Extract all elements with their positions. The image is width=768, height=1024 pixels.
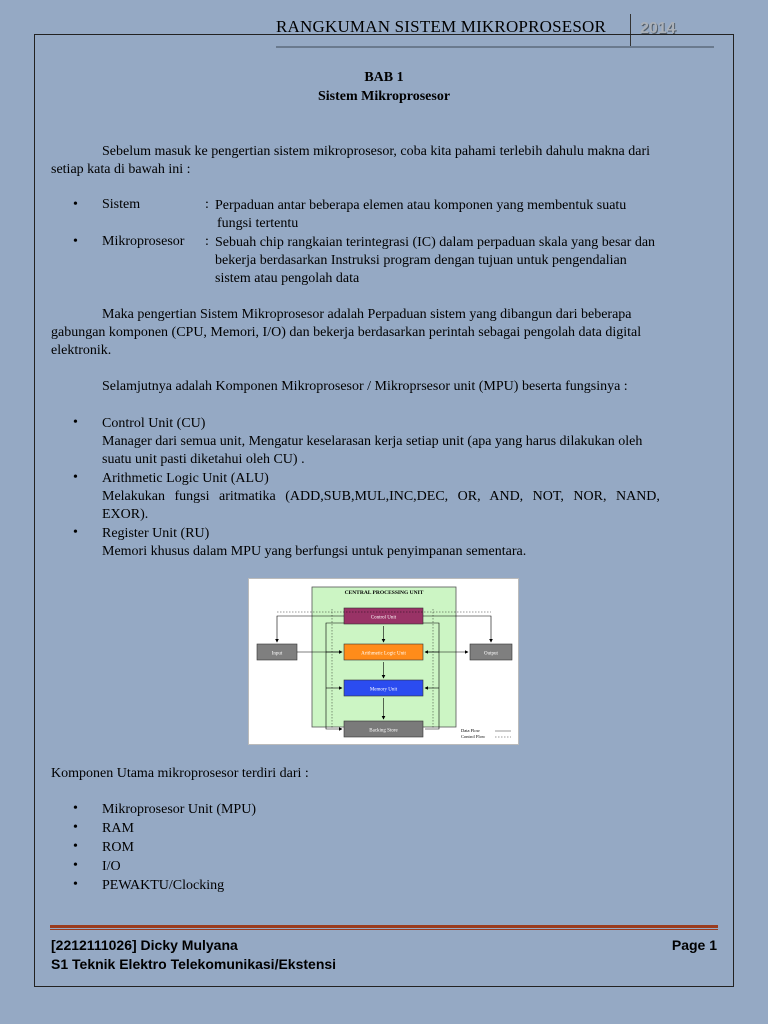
component-name: Control Unit (CU) xyxy=(102,416,206,431)
bullet-icon: • xyxy=(73,470,78,485)
cpu-diagram xyxy=(248,578,519,745)
footer-rule xyxy=(50,925,718,928)
backing-store-label: Backing Store xyxy=(369,728,398,734)
component-desc: Memori khusus dalam MPU yang berfungsi untuk penyimpanan sementara. xyxy=(102,544,527,559)
list-item: Mikroprosesor Unit (MPU) xyxy=(102,802,256,817)
component-desc: EXOR). xyxy=(102,507,149,522)
main-components-intro: Komponen Utama mikroprosesor terdiri dari : xyxy=(51,766,309,781)
bullet-icon: • xyxy=(73,197,78,212)
summary-line-2: gabungan komponen (CPU, Memori, I/O) dan bekerja berdasarkan perintah sebagai pengolah data digital xyxy=(51,325,642,340)
memory-unit-label: Memory Unit xyxy=(369,687,398,693)
bullet-icon: • xyxy=(73,820,78,835)
footer-rule-thin xyxy=(50,929,718,930)
definition-term: Mikroprosesor xyxy=(102,234,185,249)
control-unit-label: Control Unit xyxy=(370,615,397,621)
cpu-title: CENTRAL PROCESSING UNIT xyxy=(344,590,424,596)
bullet-icon: • xyxy=(73,415,78,430)
component-desc: Melakukan fungsi aritmatika (ADD,SUB,MUL,INC,DEC, OR, AND, NOT, NOR, NAND, xyxy=(102,489,660,504)
list-item: I/O xyxy=(102,859,121,874)
definition-line: sistem atau pengolah data xyxy=(215,271,360,286)
bullet-icon: • xyxy=(73,858,78,873)
list-item: PEWAKTU/Clocking xyxy=(102,878,225,893)
definition-colon: : xyxy=(205,197,209,212)
intro-line-1: Sebelum masuk ke pengertian sistem mikroprosesor, coba kita pahami terlebih dahulu makna dari xyxy=(102,144,651,159)
list-item: RAM xyxy=(102,821,134,836)
bullet-icon: • xyxy=(73,801,78,816)
definition-colon: : xyxy=(205,234,209,249)
list-item: ROM xyxy=(102,840,134,855)
chapter-title: Sistem Mikroprosesor xyxy=(317,89,451,104)
chapter-number: BAB 1 xyxy=(364,70,404,85)
intro-line-2: setiap kata di bawah ini : xyxy=(51,162,191,177)
component-desc: Manager dari semua unit, Mengatur keselarasan kerja setiap unit (apa yang harus dilakukan oleh xyxy=(102,434,643,449)
definition-line: fungsi tertentu xyxy=(217,216,299,231)
bullet-icon: • xyxy=(73,234,78,249)
footer-page-number: Page 1 xyxy=(671,937,717,953)
header-year: 2014 xyxy=(640,20,676,37)
definition-line: bekerja berdasarkan Instruksi program dengan tujuan untuk pengendalian xyxy=(215,253,627,268)
output-label: Output xyxy=(484,651,498,657)
summary-line-3: elektronik. xyxy=(51,343,112,358)
component-desc: suatu unit pasti diketahui oleh CU) . xyxy=(102,452,305,467)
header-title: RANGKUMAN SISTEM MIKROPROSESOR xyxy=(276,17,606,36)
footer-author: [2212111026] Dicky Mulyana xyxy=(51,937,238,953)
legend-data-flow: Data Flow xyxy=(461,728,480,733)
definition-line: Perpaduan antar beberapa elemen atau komponen yang membentuk suatu xyxy=(215,198,627,213)
input-label: Input xyxy=(271,651,283,657)
alu-label: Arithmetic Logic Unit xyxy=(361,651,406,657)
summary-line-1: Maka pengertian Sistem Mikroprosesor adalah Perpaduan sistem yang dibangun dari beberapa xyxy=(102,307,632,322)
component-name: Register Unit (RU) xyxy=(102,526,210,541)
definition-term: Sistem xyxy=(102,197,141,212)
legend-control-flow: Control Flow xyxy=(461,734,486,739)
component-name: Arithmetic Logic Unit (ALU) xyxy=(102,471,269,486)
bullet-icon: • xyxy=(73,877,78,892)
definition-line: Sebuah chip rangkaian terintegrasi (IC) dalam perpaduan skala yang besar dan xyxy=(215,235,656,250)
bullet-icon: • xyxy=(73,525,78,540)
footer-program: S1 Teknik Elektro Telekomunikasi/Ekstensi xyxy=(51,956,337,972)
components-intro: Selamjutnya adalah Komponen Mikroprosesor / Mikroprsesor unit (MPU) beserta fungsinya : xyxy=(102,379,628,394)
bullet-icon: • xyxy=(73,839,78,854)
